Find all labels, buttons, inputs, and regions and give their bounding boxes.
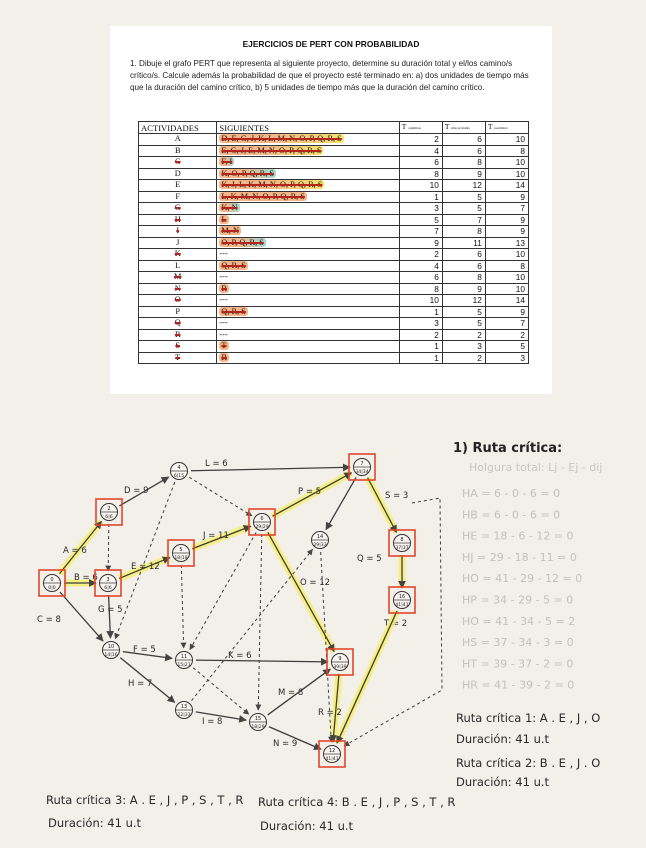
- following-cell-text: T: [221, 341, 227, 351]
- t-pessimistic-cell-text: 9: [520, 226, 525, 237]
- activity-arrow: [109, 595, 111, 638]
- critical-route-3-duration: Duración: 41 u.t: [48, 816, 142, 830]
- exercise-statement: 1. Dibuje el grafo PERT que representa al siguiente proyecto, determine su duración total y el/los camino/s crítico/s. Calcule además la probabilidad de que el proyecto esté terminado en: a) dos unidades de tiempo más que la duración del camino crítico, b) 5 unidades de tiempo más que la duración del camino crítico.: [130, 59, 529, 92]
- t-most-probable-cell-text: 6: [477, 134, 482, 145]
- node-times: 0|0: [48, 586, 56, 591]
- t-pessimistic-cell-text: 10: [515, 134, 525, 145]
- t-optimistic-cell-text: 1: [434, 191, 439, 202]
- activity-cell-text: R: [174, 329, 181, 339]
- node-number: 10: [107, 644, 115, 650]
- event-node: [103, 642, 120, 659]
- t-most-probable-cell-text: 9: [477, 283, 482, 294]
- activity-label: L = 6: [205, 459, 228, 469]
- t-most-probable-cell-text: 6: [477, 145, 482, 156]
- t-most-probable-cell-text: 7: [477, 214, 482, 225]
- node-times: 41|41: [395, 603, 409, 608]
- slack-line: HO = 41 - 34 - 5 = 2: [462, 614, 576, 628]
- following-cell-text: ---: [219, 295, 228, 305]
- node-times: 6|6: [105, 515, 113, 520]
- activity-label: S = 3: [385, 491, 409, 501]
- activity-cell-text: M: [174, 272, 182, 282]
- t-most-probable-cell-text: 5: [477, 306, 482, 317]
- t-optimistic-cell-text: 5: [434, 214, 439, 225]
- node-times: 18|18: [174, 556, 188, 561]
- t-pessimistic-cell-text: 13: [515, 237, 525, 248]
- event-node: [389, 530, 415, 556]
- t-optimistic-cell-text: 3: [434, 318, 439, 329]
- t-pessimistic-cell-text: 14: [515, 295, 525, 306]
- t-most-probable-cell-text: 5: [477, 318, 482, 329]
- event-node: [171, 463, 188, 480]
- t-most-probable-cell-text: 2: [477, 329, 482, 340]
- following-cell-text: K, N: [221, 203, 238, 213]
- activity-label: C = 8: [37, 615, 61, 625]
- event-node: [176, 702, 193, 719]
- t-most-probable-cell-text: 6: [477, 260, 482, 271]
- node-times: 14|16: [104, 653, 118, 658]
- t-optimistic-cell-text: 4: [434, 260, 439, 271]
- t-most-probable-cell-text: 3: [477, 341, 482, 352]
- t-optimistic-cell-text: 1: [434, 341, 439, 352]
- t-pessimistic-cell-text: 10: [515, 168, 525, 179]
- slack-line: HP = 34 - 29 - 5 = 0: [462, 593, 574, 607]
- node-number: 4: [177, 465, 181, 471]
- node-number: 12: [328, 748, 336, 754]
- following-cell-text: R: [221, 352, 227, 362]
- dummy-activity-arrow: [190, 532, 256, 649]
- activity-label: G = 5: [98, 605, 123, 615]
- node-times: 41|41: [325, 757, 339, 762]
- activity-cell-text: D: [174, 168, 181, 178]
- t-most-probable-cell-text: 2: [477, 352, 482, 363]
- slack-line: HS = 37 - 34 - 3 = 0: [462, 636, 574, 650]
- activity-cell-text: E: [175, 180, 181, 190]
- t-most-probable-cell-text: 8: [477, 157, 482, 168]
- t-optimistic-cell-text: 3: [434, 203, 439, 214]
- activity-label: E = 12: [131, 562, 160, 572]
- header-activities: ACTIVIDADES: [139, 122, 217, 134]
- dummy-activity-arrow: [108, 524, 109, 571]
- exercise-title: EJERCICIOS DE PERT CON PROBABILIDAD: [242, 39, 420, 49]
- event-node: [168, 540, 194, 566]
- event-node: [250, 714, 267, 731]
- activity-cell-text: J: [176, 237, 180, 247]
- activity-label: N = 9: [273, 739, 298, 749]
- following-cell-text: ---: [219, 318, 228, 328]
- activity-cell-text: A: [174, 134, 181, 144]
- activity-cell-text: Q: [174, 318, 181, 328]
- t-pessimistic-cell-text: 10: [515, 157, 525, 168]
- t-pessimistic-cell-text: 9: [520, 214, 525, 225]
- event-node: [349, 454, 375, 480]
- activity-label: H = 7: [128, 679, 153, 689]
- activity-cell-text: I: [176, 226, 180, 236]
- t-optimistic-cell-text: 2: [434, 134, 439, 145]
- t-pessimistic-cell-text: 10: [515, 249, 525, 260]
- event-node: [319, 741, 345, 767]
- activity-cell-text: B: [174, 145, 181, 155]
- activity-cell-text: O: [174, 295, 181, 305]
- following-cell-text: F, I: [221, 157, 233, 167]
- slack-line: HT = 39 - 37 - 2 = 0: [462, 657, 574, 671]
- slack-line: HE = 18 - 6 - 12 = 0: [462, 529, 574, 543]
- following-cell-text: O, P, Q, R, S: [221, 237, 264, 247]
- activity-cell-text: P: [175, 306, 181, 316]
- node-number: 16: [398, 594, 406, 600]
- activity-cell-text: C: [174, 157, 181, 167]
- node-times: 29|29: [255, 525, 269, 530]
- t-pessimistic-cell-text: 10: [515, 272, 525, 283]
- following-cell-text: D, E, G, J, K, L, M, N, O, P, Q, R, S: [221, 134, 342, 144]
- critical-route-3: Ruta crítica 3: A . E , J , P , S , T , R: [46, 793, 244, 807]
- event-node: [312, 532, 329, 549]
- t-optimistic-cell-text: 7: [434, 226, 439, 237]
- event-node: [176, 652, 193, 669]
- activity-arrow: [196, 660, 328, 662]
- slack-line: HR = 41 - 39 - 2 = 0: [462, 678, 575, 692]
- t-pessimistic-cell-text: 7: [520, 318, 525, 329]
- t-most-probable-cell-text: 8: [477, 272, 482, 283]
- dummy-activity-arrow: [191, 549, 312, 700]
- node-times: 29|33: [313, 543, 327, 548]
- following-cell-text: ---: [219, 272, 228, 282]
- slack-line: HJ = 29 - 18 - 11 = 0: [462, 550, 577, 564]
- event-node: [249, 509, 275, 535]
- following-cell-text: L: [221, 214, 227, 224]
- activity-label: J = 11: [203, 531, 229, 541]
- activity-label: O = 12: [300, 578, 331, 588]
- node-times: 6|15: [173, 474, 185, 479]
- t-most-probable-cell-text: 12: [472, 180, 482, 191]
- t-optimistic-cell-text: 1: [434, 352, 439, 363]
- following-cell-text: ---: [219, 329, 228, 339]
- node-number: 2: [107, 506, 111, 512]
- node-number: 13: [180, 704, 188, 710]
- t-pessimistic-cell-text: 14: [515, 180, 525, 191]
- node-times: 6|6: [104, 586, 112, 591]
- header-t-pessimistic: T pesimista: [485, 122, 528, 134]
- t-optimistic-cell-text: 4: [434, 145, 439, 156]
- t-optimistic-cell-text: 6: [434, 157, 439, 168]
- header-following: SIGUIENTES: [217, 122, 399, 134]
- t-optimistic-cell-text: 10: [429, 180, 439, 191]
- t-optimistic-cell-text: 9: [434, 237, 439, 248]
- activity-cell-text: L: [175, 260, 181, 270]
- activity-cell-text: N: [174, 283, 181, 293]
- slack-line: HA = 6 - 0 - 6 = 0: [462, 487, 561, 500]
- activity-cell-text: F: [175, 191, 181, 201]
- critical-route-1: Ruta crítica 1: A . E , J , O: [456, 711, 601, 725]
- header-t-optimistic: T optimista: [399, 122, 442, 134]
- dummy-activity-arrow: [189, 477, 252, 515]
- network-edges: [37, 459, 442, 749]
- t-optimistic-cell-text: 8: [434, 283, 439, 294]
- node-number: 8: [400, 537, 404, 543]
- activity-label: B = 6: [74, 573, 98, 583]
- activity-cell-text: S: [175, 341, 181, 351]
- critical-route-2: Ruta crítica 2: B . E , J . O: [456, 756, 601, 770]
- t-pessimistic-cell-text: 9: [520, 306, 525, 317]
- activity-label: M = 8: [278, 688, 304, 698]
- t-pessimistic-cell-text: 2: [520, 329, 525, 340]
- node-times: 18|29: [251, 725, 265, 730]
- activity-arrow: [368, 478, 397, 533]
- t-most-probable-cell-text: 5: [477, 203, 482, 214]
- t-pessimistic-cell-text: 10: [515, 283, 525, 294]
- activity-arrow: [60, 592, 103, 641]
- t-pessimistic-cell-text: 9: [520, 191, 525, 202]
- activity-label: T = 2: [384, 619, 408, 629]
- event-node: [327, 649, 353, 675]
- critical-route-2-duration: Duración: 41 u.t: [456, 775, 550, 789]
- node-times: 34|34: [355, 470, 369, 475]
- following-cell-text: K, O, P, Q, R, S: [221, 168, 274, 178]
- following-cell-text: Q, R, S: [221, 260, 246, 270]
- activity-label: P = 5: [298, 487, 322, 497]
- t-pessimistic-cell-text: 8: [520, 260, 525, 271]
- dummy-activity-arrow: [181, 565, 183, 648]
- t-optimistic-cell-text: 8: [434, 168, 439, 179]
- node-number: 6: [260, 516, 264, 522]
- node-times: 15|21: [177, 663, 191, 668]
- node-number: 0: [50, 577, 54, 583]
- following-cell-text: M, N: [221, 226, 239, 236]
- following-cell-text: E, G, J, E, M, N, O, P, Q, R, S: [221, 145, 322, 155]
- dummy-activity-arrow: [193, 668, 249, 715]
- activity-cell-text: T: [175, 352, 181, 362]
- following-cell-text: ---: [219, 249, 228, 259]
- header-t-most-probable: T más probable: [442, 122, 485, 134]
- t-most-probable-cell-text: 5: [477, 191, 482, 202]
- t-optimistic-cell-text: 10: [429, 295, 439, 306]
- node-number: 3: [106, 577, 110, 583]
- node-number: 14: [316, 534, 324, 540]
- node-number: 11: [180, 654, 188, 660]
- following-cell-text: K, J, L, K, M, N, O, P, Q, R, S: [221, 180, 323, 190]
- node-number: 9: [338, 656, 342, 662]
- t-optimistic-cell-text: 1: [434, 306, 439, 317]
- node-times: 22|33: [177, 713, 191, 718]
- dummy-activity-arrow: [258, 534, 262, 710]
- activity-arrow: [337, 611, 397, 743]
- following-cell-text: Q, R, S: [221, 306, 246, 316]
- activity-cell-text: H: [174, 214, 181, 224]
- activity-label: Q = 5: [357, 554, 382, 564]
- activity-label: I = 8: [202, 717, 223, 727]
- t-most-probable-cell-text: 6: [477, 249, 482, 260]
- activity-cell-text: G: [174, 203, 181, 213]
- event-node: [389, 587, 415, 613]
- activity-label: R = 2: [318, 708, 342, 718]
- t-most-probable-cell-text: 8: [477, 226, 482, 237]
- t-pessimistic-cell-text: 3: [520, 352, 525, 363]
- t-most-probable-cell-text: 9: [477, 168, 482, 179]
- t-optimistic-cell-text: 6: [434, 272, 439, 283]
- t-pessimistic-cell-text: 8: [520, 145, 525, 156]
- activity-label: A = 6: [63, 546, 87, 556]
- t-pessimistic-cell-text: 5: [520, 341, 525, 352]
- activity-label: D = 9: [124, 486, 149, 496]
- node-number: 7: [360, 461, 364, 467]
- slack-line: HO = 41 - 29 - 12 = 0: [462, 572, 583, 586]
- following-cell-text: R: [221, 283, 227, 293]
- activity-label: K = 6: [228, 651, 252, 661]
- activity-label: F = 5: [133, 645, 156, 655]
- t-optimistic-cell-text: 2: [434, 329, 439, 340]
- critical-route-4-duration: Duración: 41 u.t: [260, 819, 354, 833]
- critical-route-heading: 1) Ruta crítica:: [453, 441, 563, 456]
- critical-route-1-duration: Duración: 41 u.t: [456, 732, 550, 746]
- activity-cell-text: K: [174, 249, 181, 259]
- t-pessimistic-cell-text: 7: [520, 203, 525, 214]
- slack-formula: Holgura total: Lj - Ej - dij: [469, 461, 603, 474]
- critical-route-4: Ruta crítica 4: B . E , J , P , S , T , R: [258, 795, 456, 809]
- event-node: [95, 570, 121, 596]
- node-number: 15: [254, 716, 262, 722]
- slack-line: HB = 6 - 0 - 6 = 0: [462, 508, 561, 522]
- node-times: 39|39: [333, 665, 347, 670]
- t-most-probable-cell-text: 12: [472, 295, 482, 306]
- slack-list: [462, 487, 582, 692]
- t-most-probable-cell-text: 11: [473, 237, 482, 248]
- node-times: 37|37: [395, 546, 409, 551]
- node-number: 5: [179, 547, 183, 553]
- t-optimistic-cell-text: 2: [434, 249, 439, 260]
- following-cell-text: L, K, M, N, O, P, Q, R, S: [221, 191, 305, 201]
